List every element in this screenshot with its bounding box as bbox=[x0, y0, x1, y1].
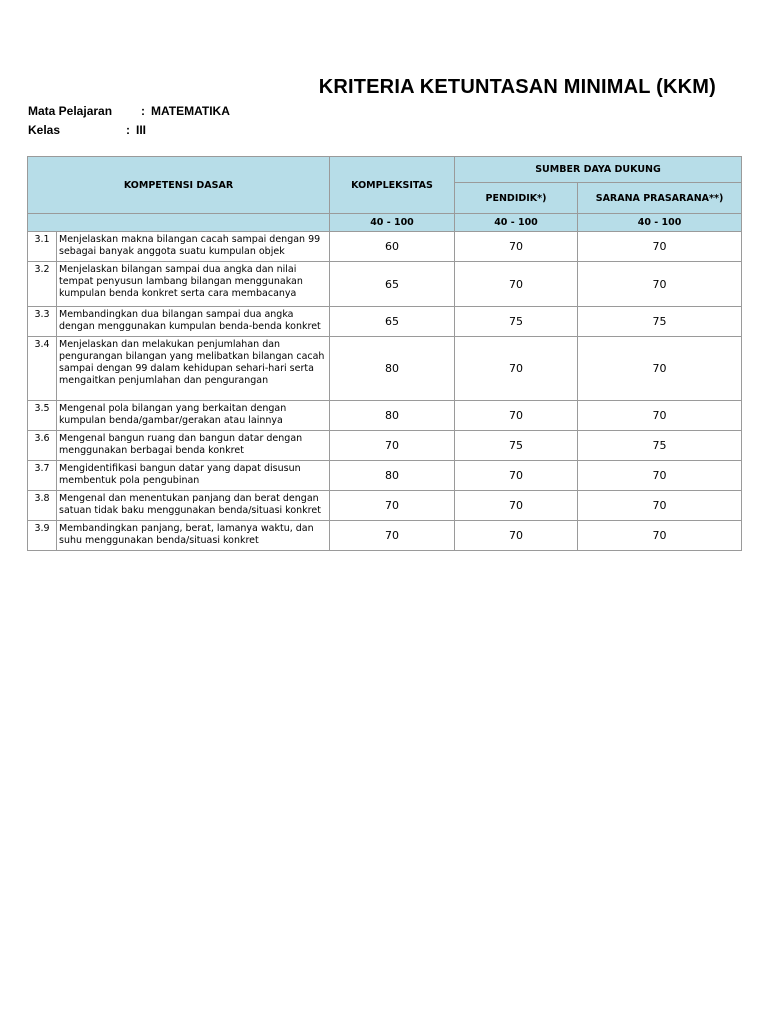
row-kompetensi: Mengenal pola bilangan yang berkaitan dengan kumpulan benda/gambar/gerakan atau lainnya bbox=[57, 401, 330, 431]
row-number: 3.6 bbox=[28, 431, 57, 461]
row-kompleksitas: 80 bbox=[330, 337, 455, 401]
table-row bbox=[28, 461, 742, 491]
row-number: 3.8 bbox=[28, 491, 57, 521]
row-number: 3.9 bbox=[28, 521, 57, 551]
row-pendidik: 70 bbox=[455, 337, 578, 401]
row-number: 3.1 bbox=[28, 232, 57, 262]
subject-line bbox=[28, 104, 230, 118]
row-sarana: 70 bbox=[578, 491, 742, 521]
row-pendidik: 70 bbox=[455, 232, 578, 262]
table-row bbox=[28, 431, 742, 461]
row-kompetensi: Menjelaskan dan melakukan penjumlahan dan pengurangan bilangan yang melibatkan bilangan cacah sampai dengan 99 dalam kehidupan sehari-hari serta mengaitkan penjumlahan dan pengurangan bbox=[57, 337, 330, 401]
table-row bbox=[28, 521, 742, 551]
row-number: 3.4 bbox=[28, 337, 57, 401]
row-kompetensi: Membandingkan panjang, berat, lamanya waktu, dan suhu menggunakan benda/situasi konkret bbox=[57, 521, 330, 551]
row-pendidik: 75 bbox=[455, 307, 578, 337]
table-row bbox=[28, 232, 742, 262]
row-number: 3.5 bbox=[28, 401, 57, 431]
row-kompleksitas: 60 bbox=[330, 232, 455, 262]
row-pendidik: 70 bbox=[455, 461, 578, 491]
row-kompetensi: Menjelaskan makna bilangan cacah sampai dengan 99 sebagai banyak anggota suatu kumpulan objek bbox=[57, 232, 330, 262]
row-sarana: 70 bbox=[578, 232, 742, 262]
header-sarana-prasarana: SARANA PRASARANA**) bbox=[578, 183, 742, 214]
row-sarana: 75 bbox=[578, 307, 742, 337]
row-pendidik: 70 bbox=[455, 491, 578, 521]
kkm-table bbox=[27, 156, 742, 551]
row-kompleksitas: 65 bbox=[330, 307, 455, 337]
header-kompleksitas: KOMPLEKSITAS bbox=[330, 157, 455, 214]
class-value: III bbox=[136, 123, 147, 137]
row-sarana: 70 bbox=[578, 521, 742, 551]
header-kompetensi-dasar: KOMPETENSI DASAR bbox=[28, 157, 330, 214]
row-number: 3.7 bbox=[28, 461, 57, 491]
row-kompetensi: Membandingkan dua bilangan sampai dua angka dengan menggunakan kumpulan benda-benda konkret bbox=[57, 307, 330, 337]
row-sarana: 70 bbox=[578, 337, 742, 401]
row-sarana: 70 bbox=[578, 461, 742, 491]
row-pendidik: 70 bbox=[455, 521, 578, 551]
row-kompetensi: Mengenal dan menentukan panjang dan berat dengan satuan tidak baku menggunakan benda/situasi konkret bbox=[57, 491, 330, 521]
header-pendidik: PENDIDIK*) bbox=[455, 183, 578, 214]
class-line bbox=[28, 123, 146, 137]
row-number: 3.3 bbox=[28, 307, 57, 337]
subject-value: MATEMATIKA bbox=[151, 104, 230, 118]
row-sarana: 75 bbox=[578, 431, 742, 461]
row-kompleksitas: 70 bbox=[330, 521, 455, 551]
row-kompleksitas: 70 bbox=[330, 431, 455, 461]
row-pendidik: 70 bbox=[455, 262, 578, 307]
table-row bbox=[28, 491, 742, 521]
row-number: 3.2 bbox=[28, 262, 57, 307]
row-sarana: 70 bbox=[578, 401, 742, 431]
table-row bbox=[28, 401, 742, 431]
header-range-sarana: 40 - 100 bbox=[578, 214, 742, 232]
class-label: Kelas bbox=[28, 123, 61, 137]
subject-colon: : bbox=[141, 104, 145, 118]
row-kompleksitas: 70 bbox=[330, 491, 455, 521]
header-blank bbox=[28, 214, 330, 232]
table-row bbox=[28, 337, 742, 401]
row-kompleksitas: 80 bbox=[330, 401, 455, 431]
table-row bbox=[28, 262, 742, 307]
page-title: KRITERIA KETUNTASAN MINIMAL (KKM) bbox=[318, 76, 716, 98]
row-kompetensi: Menjelaskan bilangan sampai dua angka dan nilai tempat penyusun lambang bilangan menggunakan kumpulan benda konkret serta cara membacanya bbox=[57, 262, 330, 307]
row-pendidik: 70 bbox=[455, 401, 578, 431]
row-sarana: 70 bbox=[578, 262, 742, 307]
row-kompetensi: Mengenal bangun ruang dan bangun datar dengan menggunakan berbagai benda konkret bbox=[57, 431, 330, 461]
row-kompetensi: Mengidentifikasi bangun datar yang dapat disusun membentuk pola pengubinan bbox=[57, 461, 330, 491]
row-kompleksitas: 80 bbox=[330, 461, 455, 491]
header-range-pendidik: 40 - 100 bbox=[455, 214, 578, 232]
row-kompleksitas: 65 bbox=[330, 262, 455, 307]
header-range-kompleksitas: 40 - 100 bbox=[330, 214, 455, 232]
table-row bbox=[28, 307, 742, 337]
class-colon: : bbox=[126, 123, 130, 137]
header-sumber-daya-dukung: SUMBER DAYA DUKUNG bbox=[455, 157, 742, 183]
row-pendidik: 75 bbox=[455, 431, 578, 461]
subject-label: Mata Pelajaran bbox=[28, 104, 113, 118]
